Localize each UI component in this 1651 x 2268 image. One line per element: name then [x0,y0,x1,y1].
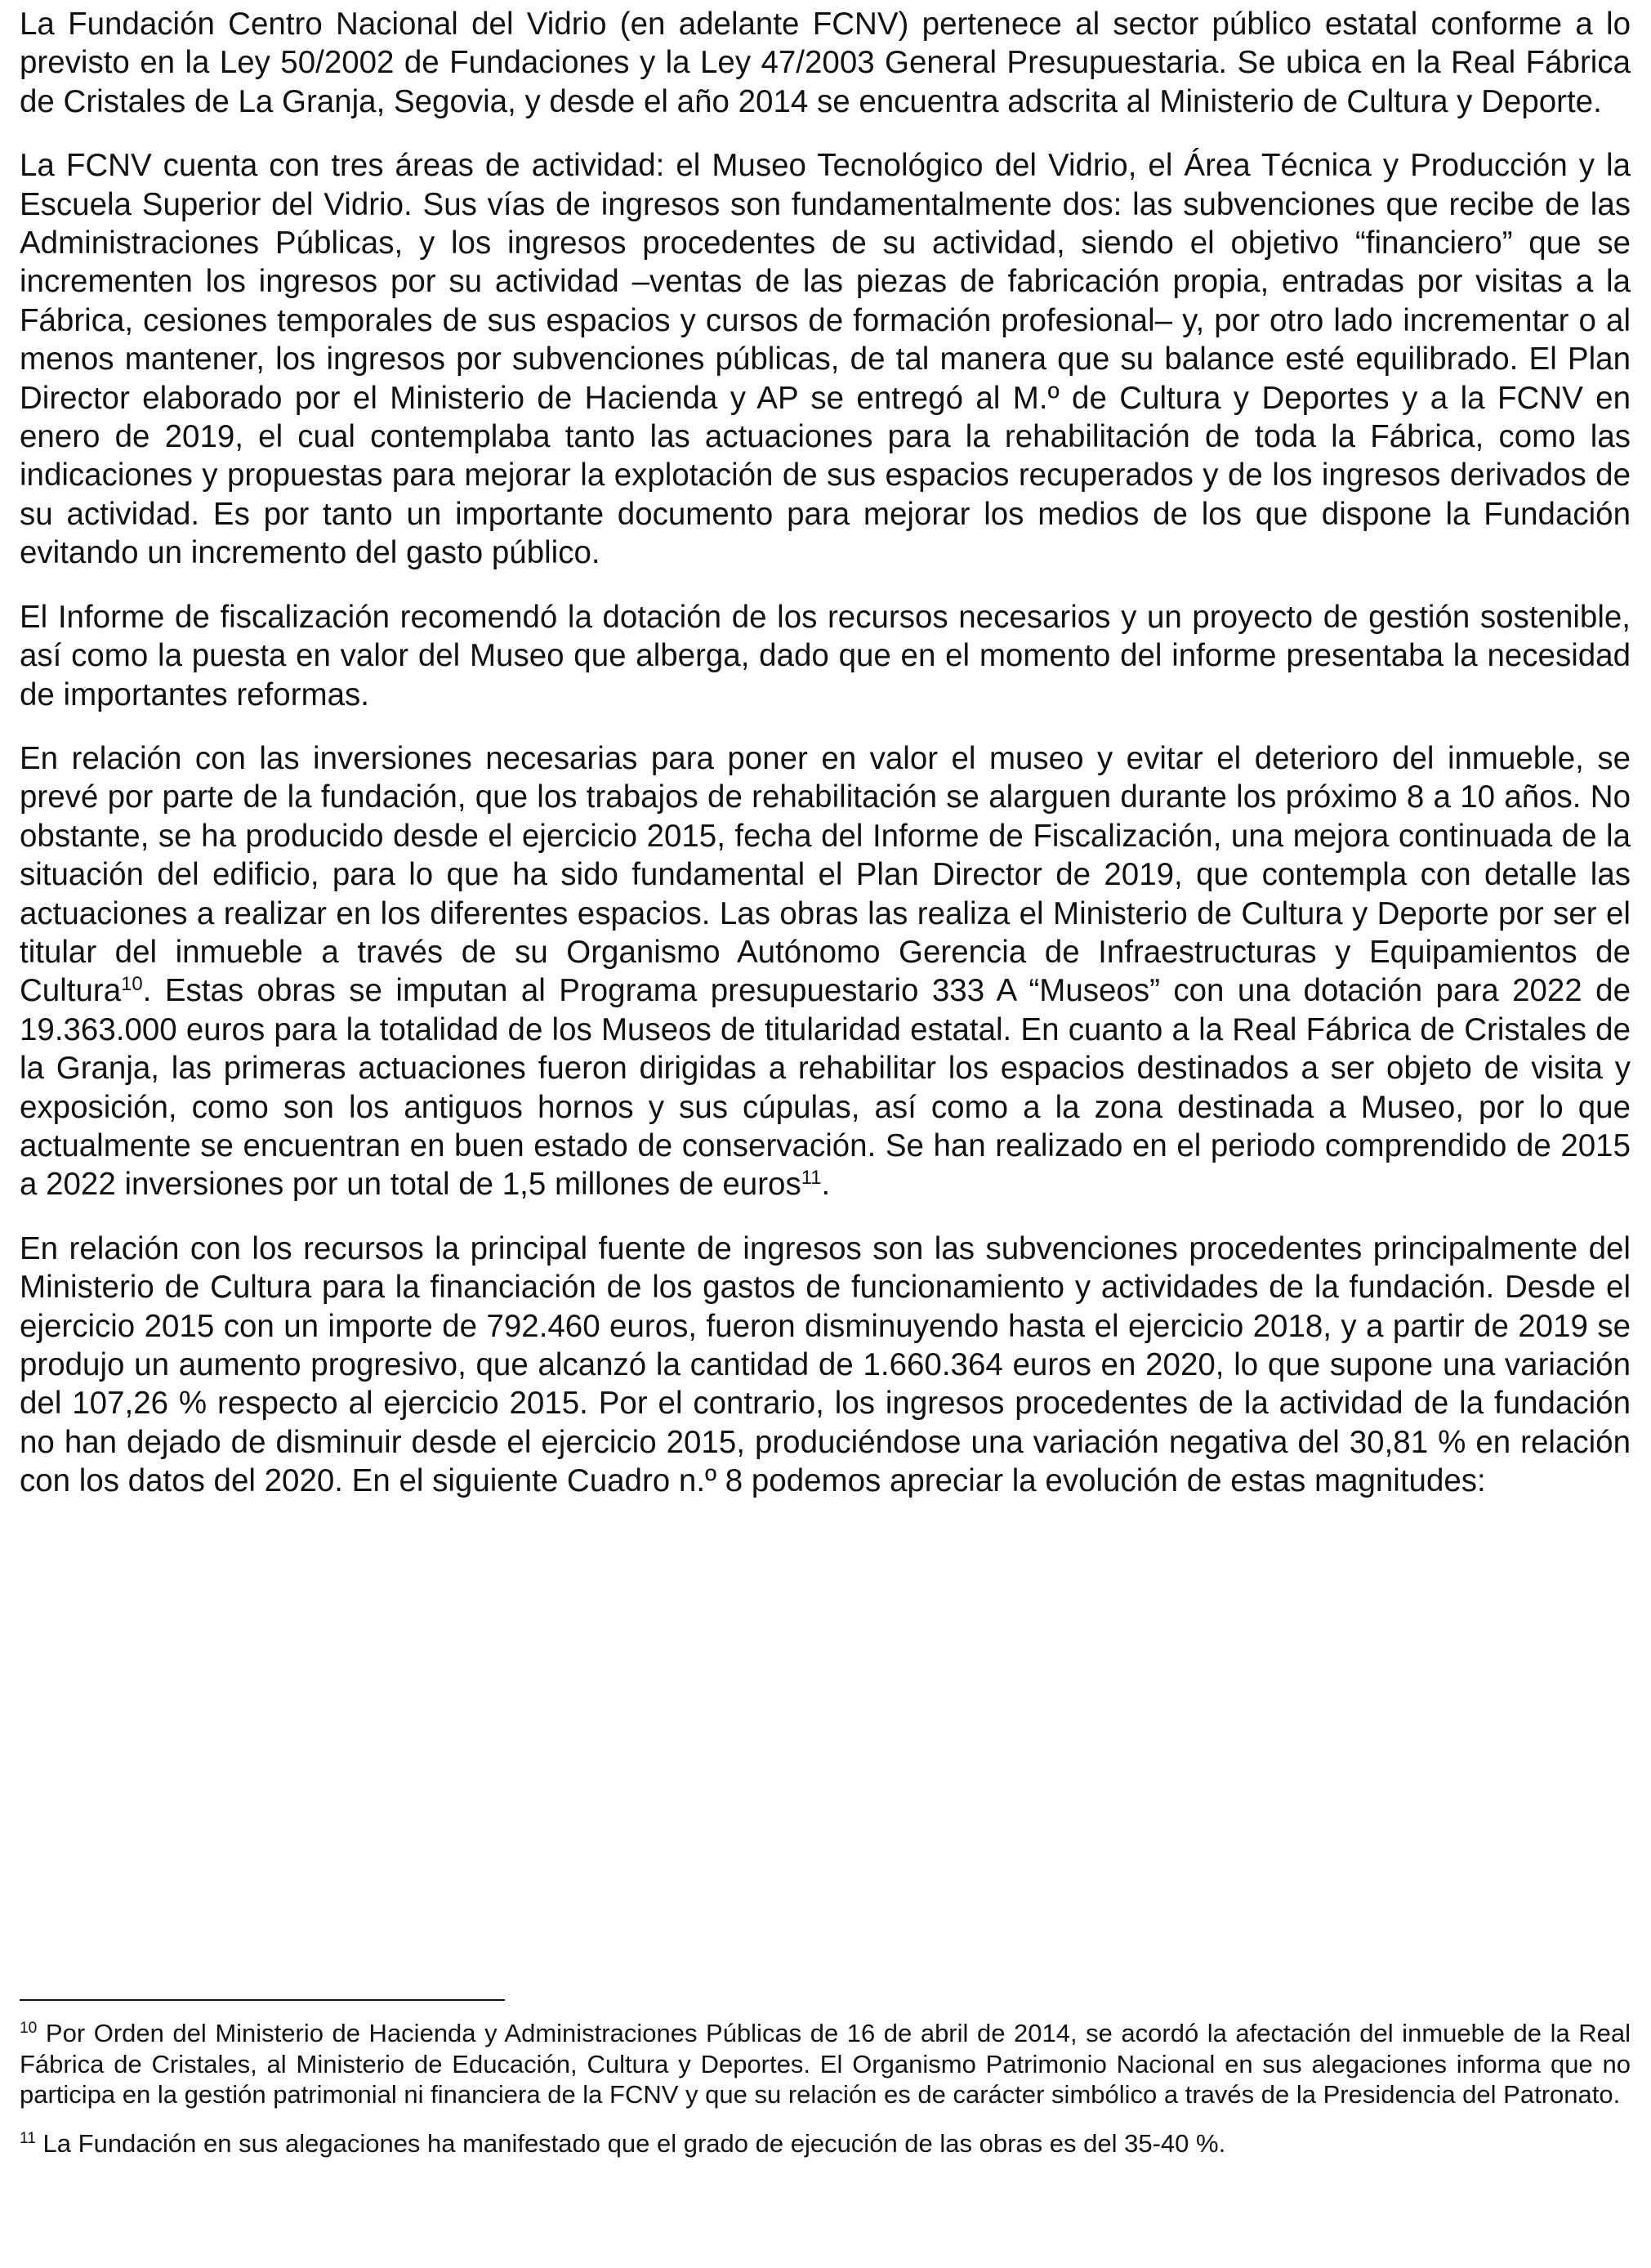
footnotes-section [20,2018,1631,2176]
paragraph-investments [20,739,1631,1204]
footnote-separator [20,1999,505,2001]
footnote-10-text: Por Orden del Ministerio de Hacienda y Administraciones Públicas de 16 de abril de 2014, se acordó la afectación del inmueble de la Real Fábrica de Cristales, al Ministerio de Educación, Cultura y Deportes. El Organismo Patrimonio Nacional en sus alegaciones informa que no participa en la gestión patrimonial ni financiera de la FCNV y que su relación es de carácter simbólico a través de la Presidencia del Patronato. [20,2019,1631,2109]
footnote-11 [20,2128,1631,2159]
paragraph-resources: En relación con los recursos la principal fuente de ingresos son las subvenciones procedentes principalmente del Ministerio de Cultura para la financiación de los gastos de funcionamiento y actividades de la fundación. Desde el ejercicio 2015 con un importe de 792.460 euros, fueron disminuyendo hasta el ejercicio 2018, y a partir de 2019 se produjo un aumento progresivo, que alcanzó la cantidad de 1.660.364 euros en 2020, lo que supone una variación del 107,26 % respecto al ejercicio 2015. Por el contrario, los ingresos procedentes de la actividad de la fundación no han dejado de disminuir desde el ejercicio 2015, produciéndose una variación negativa del 30,81 % en relación con los datos del 2020. En el siguiente Cuadro n.º 8 podemos apreciar la evolución de estas magnitudes: [20,1230,1631,1499]
paragraph-investments-part-3: . [821,1167,831,1203]
footnote-ref-11[interactable]: 11 [801,1167,822,1190]
paragraph-activity-areas: La FCNV cuenta con tres áreas de actividad: el Museo Tecnológico del Vidrio, el Área Técnica y Producción y la Escuela Superior del Vidrio. Sus vías de ingresos son fundamentalmente dos: las subvenciones que recibe de las Administraciones Públicas, y los ingresos procedentes de su actividad, siendo el objetivo “financiero” que se incrementen los ingresos por su actividad –ventas de las piezas de fabricación propia, entradas por visitas a la Fábrica, cesiones temporales de sus espacios y cursos de formación profesional– y, por otro lado incrementar o al menos mantener, los ingresos por subvenciones públicas, de tal manera que su balance esté equilibrado. El Plan Director elaborado por el Ministerio de Hacienda y AP se entregó al M.º de Cultura y Deportes y a la FCNV en enero de 2019, el cual contemplaba tanto las actuaciones para la rehabilitación de toda la Fábrica, como las indicaciones y propuestas para mejorar la explotación de sus espacios recuperados y de los ingresos derivados de su actividad. Es por tanto un importante documento para mejorar los medios de los que dispone la Fundación evitando un incremento del gasto público. [20,148,1631,571]
footnote-number-11: 11 [20,2129,36,2147]
footnote-number-10: 10 [20,2020,38,2038]
paragraph-fcnv-intro: La Fundación Centro Nacional del Vidrio (en adelante FCNV) pertenece al sector público estatal conforme a lo previsto en la Ley 50/2002 de Fundaciones y la Ley 47/2003 General Presupuestaria. Se ubica en la Real Fábrica de Cristales de La Granja, Segovia, y desde el año 2014 se encuentra adscrita al Ministerio de Cultura y Deporte. [20,7,1631,119]
paragraph-audit-report: El Informe de fiscalización recomendó la dotación de los recursos necesarios y un proyecto de gestión sostenible, así como la puesta en valor del Museo que alberga, dado que en el momento del informe presentaba la necesidad de importantes reformas. [20,599,1631,712]
document-body [20,5,1631,1501]
paragraph-investments-part-2: . Estas obras se imputan al Programa presupuestario 333 A “Museos” con una dotación para 2022 de 19.363.000 euros para la totalidad de los Museos de titularidad estatal. En cuanto a la Real Fábrica de Cristales de la Granja, las primeras actuaciones fueron dirigidas a rehabilitar los espacios destinados a ser objeto de visita y exposición, como son los antiguos hornos y sus cúpulas, así como a la zona destinada a Museo, por lo que actualmente se encuentran en buen estado de conservación. Se han realizado en el periodo comprendido de 2015 a 2022 inversiones por un total de 1,5 millones de euros [20,973,1631,1203]
paragraph-investments-part-1: En relación con las inversiones necesarias para poner en valor el museo y evitar el deterioro del inmueble, se prevé por parte de la fundación, que los trabajos de rehabilitación se alarguen durante los próximo 8 a 10 años. No obstante, se ha producido desde el ejercicio 2015, fecha del Informe de Fiscalización, una mejora continuada de la situación del edificio, para lo que ha sido fundamental el Plan Director de 2019, que contempla con detalle las actuaciones a realizar en los diferentes espacios. Las obras las realiza el Ministerio de Cultura y Deporte por ser el titular del inmueble a través de su Organismo Autónomo Gerencia de Infraestructuras y Equipamientos de Cultura [20,740,1631,1009]
footnote-10 [20,2018,1631,2110]
footnote-11-text: La Fundación en sus alegaciones ha manifestado que el grado de ejecución de las obras es del 35-40 %. [35,2128,1226,2158]
footnote-ref-10[interactable]: 10 [121,973,143,996]
